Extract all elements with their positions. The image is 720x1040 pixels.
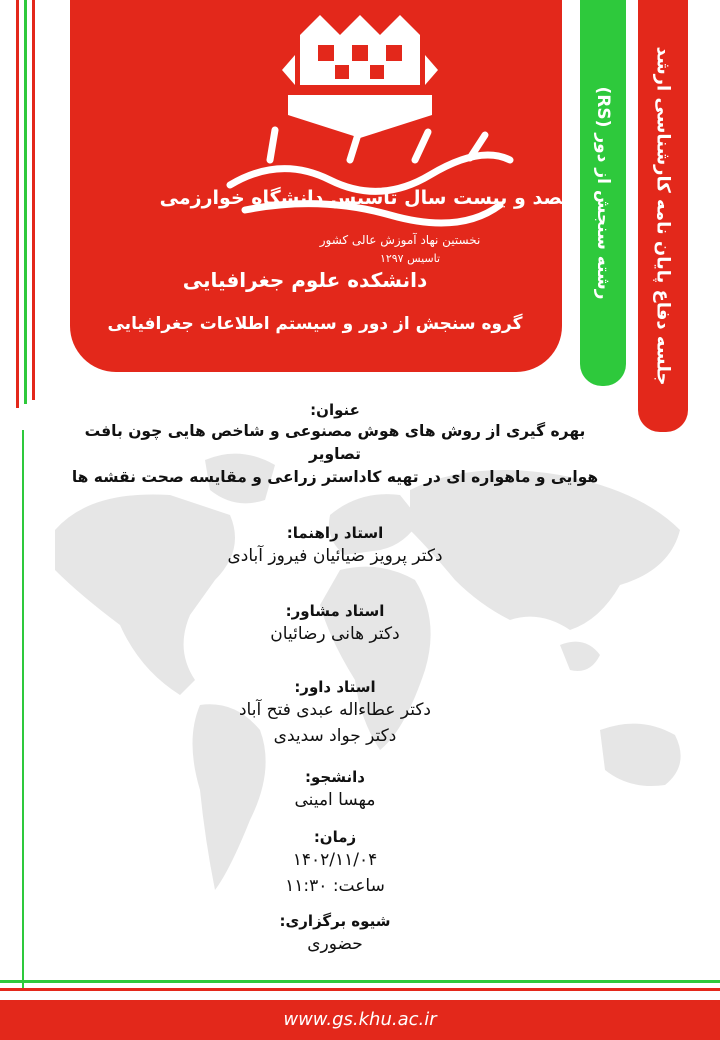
session-label: جلسه دفاع پایان نامه کارشناسی ارشد bbox=[652, 46, 674, 386]
supervisor-label: استاد راهنما: bbox=[286, 524, 384, 542]
student-label: دانشجو: bbox=[305, 768, 365, 786]
university-logo bbox=[159, 10, 581, 268]
thesis-details bbox=[70, 400, 600, 957]
left-red-stripe bbox=[16, 0, 19, 408]
mode-label: شیوه برگزاری: bbox=[279, 912, 391, 930]
logo-script: یکصد و بیست سال تاسیس دانشگاه خوارزمی bbox=[159, 187, 581, 209]
advisor-label: استاد مشاور: bbox=[285, 602, 385, 620]
thesis-title-line-1: بهره گیری از روش های هوش مصنوعی و شاخص هایی چون بافت تصاویر bbox=[84, 422, 586, 463]
thesis-title-line-2: هوایی و ماهواره ای در تهیه کاداستر زراعی و مقایسه صحت نقشه ها bbox=[71, 468, 599, 486]
bottom-red-line bbox=[0, 988, 720, 991]
department-name: گروه سنجش از دور و سیستم اطلاعات جغرافیایی bbox=[107, 314, 523, 334]
left-red-stripe-2 bbox=[32, 0, 35, 400]
referee-name-2: دکتر جواد سدیدی bbox=[273, 726, 397, 746]
website-link[interactable]: www.gs.khu.ac.ir bbox=[283, 1009, 437, 1030]
referee-label: استاد داور: bbox=[294, 678, 376, 696]
footer-bar bbox=[0, 1000, 720, 1040]
left-green-stripe bbox=[24, 0, 27, 404]
field-label: رشته سنجش از دور (RS) bbox=[593, 86, 613, 300]
defense-hour: ساعت: ۱۱:۳۰ bbox=[285, 876, 385, 896]
advisor-name: دکتر هانی رضائیان bbox=[270, 624, 400, 644]
supervisor-name: دکتر پرویز ضیائیان فیروز آبادی bbox=[227, 546, 443, 566]
left-green-stripe-long bbox=[22, 430, 24, 990]
field-tab bbox=[580, 0, 626, 386]
faculty-name: دانشکده علوم جغرافیایی bbox=[182, 268, 428, 292]
student-name: مهسا امینی bbox=[294, 790, 376, 810]
logo-subtitle-1: نخستین نهاد آموزش عالی کشور bbox=[319, 233, 481, 247]
header-panel bbox=[70, 0, 581, 372]
time-label: زمان: bbox=[313, 828, 357, 846]
referee-name-1: دکتر عطاءاله عبدی فتح آباد bbox=[238, 700, 431, 720]
bottom-green-line bbox=[0, 980, 720, 983]
session-tab bbox=[638, 0, 688, 432]
defense-date: ۱۴۰۲/۱۱/۰۴ bbox=[292, 850, 378, 870]
logo-subtitle-2: تاسیس ۱۲۹۷ bbox=[379, 252, 441, 265]
defense-mode: حضوری bbox=[307, 934, 363, 954]
title-label: عنوان: bbox=[310, 401, 360, 419]
